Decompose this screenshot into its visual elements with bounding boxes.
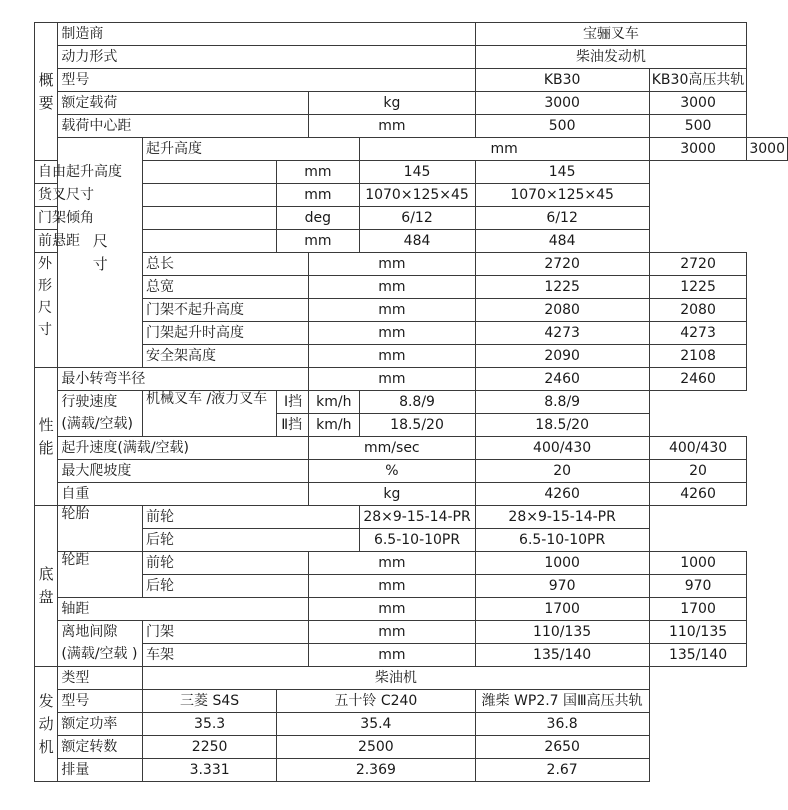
wheelbase-label: 轴距 [58,598,309,621]
unit: mm [277,161,359,184]
overall-length-label: 总长 [143,253,309,276]
tire-rear-label: 后轮 [143,529,360,552]
unit: mm [309,552,475,575]
unit: km/h [309,414,359,437]
value-1: 135/140 [475,644,649,667]
value-2: 28×9-15-14-PR [475,506,649,529]
travel-speed-label: 行驶速度 (满载/空载) [58,391,143,437]
section-chassis: 底 盘 [35,506,58,667]
value-2: 135/140 [649,644,747,667]
spec-row [35,736,788,759]
forklift-type-label: 机械叉车 /液力叉车 [143,391,277,437]
unit: mm [309,276,475,299]
unit: mm [359,138,649,161]
tread-label: 轮距 [58,552,143,598]
value-2: 8.8/9 [475,391,649,414]
value-2: 110/135 [649,621,747,644]
value-1: 28×9-15-14-PR [359,506,475,529]
clearance-label: 离地间隙 (满载/空载 ) [58,621,143,667]
tire-front-label: 前轮 [143,506,360,529]
value-1: 3000 [649,138,747,161]
lift-speed-label: 起升速度(满载/空载) [58,437,309,460]
value-1: 2090 [475,345,649,368]
spec-row [35,552,788,575]
value-1: 18.5/20 [359,414,475,437]
manufacturer-label: 制造商 [58,23,475,46]
unit: mm [309,368,475,391]
weight-label: 自重 [58,483,309,506]
engine-model-1: 三菱 S4S [143,690,277,713]
unit: mm/sec [309,437,475,460]
value-2: 6.5-10-10PR [475,529,649,552]
value-1: 6/12 [359,207,475,230]
section-dimensions: 尺 寸 [58,138,143,368]
displacement-label: 排量 [58,759,143,782]
spec-row [35,115,788,138]
value-2: 1700 [649,598,747,621]
value-2: 2080 [649,299,747,322]
unit: mm [309,598,475,621]
spec-row [35,138,788,161]
mast-tilt-label: 门架倾角 [35,207,277,230]
spec-row [35,667,788,690]
load-center-label: 载荷中心距 [58,115,309,138]
spec-row [35,598,788,621]
clearance-mast-label: 门架 [143,621,309,644]
value-1: 1070×125×45 [359,184,475,207]
spec-row [35,483,788,506]
value-1: 20 [475,460,649,483]
spec-row [35,299,788,322]
value-2: 970 [649,575,747,598]
spec-row [35,46,788,69]
unit: mm [309,253,475,276]
model-value-1: KB30 [475,69,649,92]
value-1: 4260 [475,483,649,506]
value-1: 400/430 [475,437,649,460]
section-overview: 概 要 [35,23,58,161]
value-3: 2.67 [475,759,649,782]
spec-row [35,437,788,460]
value-2: 35.4 [277,713,475,736]
value-1: 970 [475,575,649,598]
value-2: 484 [475,230,649,253]
value-2: 6/12 [475,207,649,230]
spec-row [35,253,788,276]
unit: mm [309,115,475,138]
forklift-spec-table [34,22,788,782]
spec-row [35,506,788,529]
section-performance: 性 能 [35,368,58,506]
value-2: 2500 [277,736,475,759]
spec-row [35,161,788,184]
spec-row [35,92,788,115]
front-overhang-label: 前悬距 [35,230,277,253]
value-1: 1000 [475,552,649,575]
spec-row [35,713,788,736]
max-grade-label: 最大爬坡度 [58,460,309,483]
spec-row [35,391,788,414]
tread-front-label: 前轮 [143,552,309,575]
fork-size-label: 货叉尺寸 [35,184,277,207]
value-1: 2460 [475,368,649,391]
spec-row [35,276,788,299]
value-1: 500 [475,115,649,138]
value-2: 500 [649,115,747,138]
spec-row [35,345,788,368]
value-1: 2720 [475,253,649,276]
value-1: 8.8/9 [359,391,475,414]
value-2: 2.369 [277,759,475,782]
value-1: 3.331 [143,759,277,782]
free-lift-label: 自由起升高度 [35,161,277,184]
guard-height-label: 安全架高度 [143,345,309,368]
value-3: 2650 [475,736,649,759]
value-1: 110/135 [475,621,649,644]
clearance-frame-label: 车架 [143,644,309,667]
gear-1-label: Ⅰ挡 [277,391,309,414]
value-2: 2108 [649,345,747,368]
gear-2-label: Ⅱ挡 [277,414,309,437]
unit: mm [309,644,475,667]
value-1: 35.3 [143,713,277,736]
spec-row [35,23,788,46]
rated-power-label: 额定功率 [58,713,143,736]
power-label: 动力形式 [58,46,475,69]
unit: kg [309,483,475,506]
unit: mm [277,230,359,253]
value-3: 36.8 [475,713,649,736]
rated-speed-label: 额定转数 [58,736,143,759]
value-1: 4273 [475,322,649,345]
unit: kg [309,92,475,115]
spec-row [35,759,788,782]
unit: deg [277,207,359,230]
spec-row [35,207,788,230]
spec-row [35,575,788,598]
unit: mm [309,299,475,322]
value-1: 6.5-10-10PR [359,529,475,552]
turning-radius-label: 最小转弯半径 [58,368,309,391]
value-2: 400/430 [649,437,747,460]
value-2: 20 [649,460,747,483]
engine-type-label: 类型 [58,667,143,690]
spec-row [35,529,788,552]
spec-row [35,230,788,253]
unit: mm [309,345,475,368]
spec-row [35,621,788,644]
value-1: 3000 [475,92,649,115]
spec-row [35,690,788,713]
spec-row [35,69,788,92]
outline-dimensions-label: 外形尺寸 [35,253,58,368]
engine-type-value: 柴油机 [143,667,650,690]
unit: mm [309,621,475,644]
value-2: 145 [475,161,649,184]
unit: mm [309,322,475,345]
value-1: 145 [359,161,475,184]
value-1: 2080 [475,299,649,322]
spec-row [35,644,788,667]
mast-lowered-label: 门架不起升高度 [143,299,309,322]
value-2: 1000 [649,552,747,575]
rated-load-label: 额定载荷 [58,92,309,115]
model-label: 型号 [58,69,475,92]
overall-width-label: 总宽 [143,276,309,299]
unit: % [309,460,475,483]
spec-row [35,184,788,207]
value-2: 4260 [649,483,747,506]
value-2: 3000 [747,138,788,161]
spec-row [35,322,788,345]
tread-rear-label: 后轮 [143,575,309,598]
unit: km/h [309,391,359,414]
spec-row [35,460,788,483]
tire-label: 轮胎 [58,506,143,552]
value-2: 4273 [649,322,747,345]
value-1: 484 [359,230,475,253]
value-2: 1070×125×45 [475,184,649,207]
value-2: 2720 [649,253,747,276]
value-2: 1225 [649,276,747,299]
value-2: 18.5/20 [475,414,649,437]
engine-model-label: 型号 [58,690,143,713]
mast-extended-label: 门架起升时高度 [143,322,309,345]
value-1: 2250 [143,736,277,759]
unit: mm [277,184,359,207]
lift-height-label: 起升高度 [143,138,360,161]
unit: mm [309,575,475,598]
power-value: 柴油发动机 [475,46,747,69]
value-2: 2460 [649,368,747,391]
spec-row [35,368,788,391]
value-1: 1225 [475,276,649,299]
model-value-2: KB30高压共轨 [649,69,747,92]
value-2: 3000 [649,92,747,115]
manufacturer-value: 宝骊叉车 [475,23,747,46]
value-1: 1700 [475,598,649,621]
engine-model-3: 潍柴 WP2.7 国Ⅲ高压共轨 [475,690,649,713]
section-engine: 发 动 机 [35,667,58,782]
engine-model-2: 五十铃 C240 [277,690,475,713]
